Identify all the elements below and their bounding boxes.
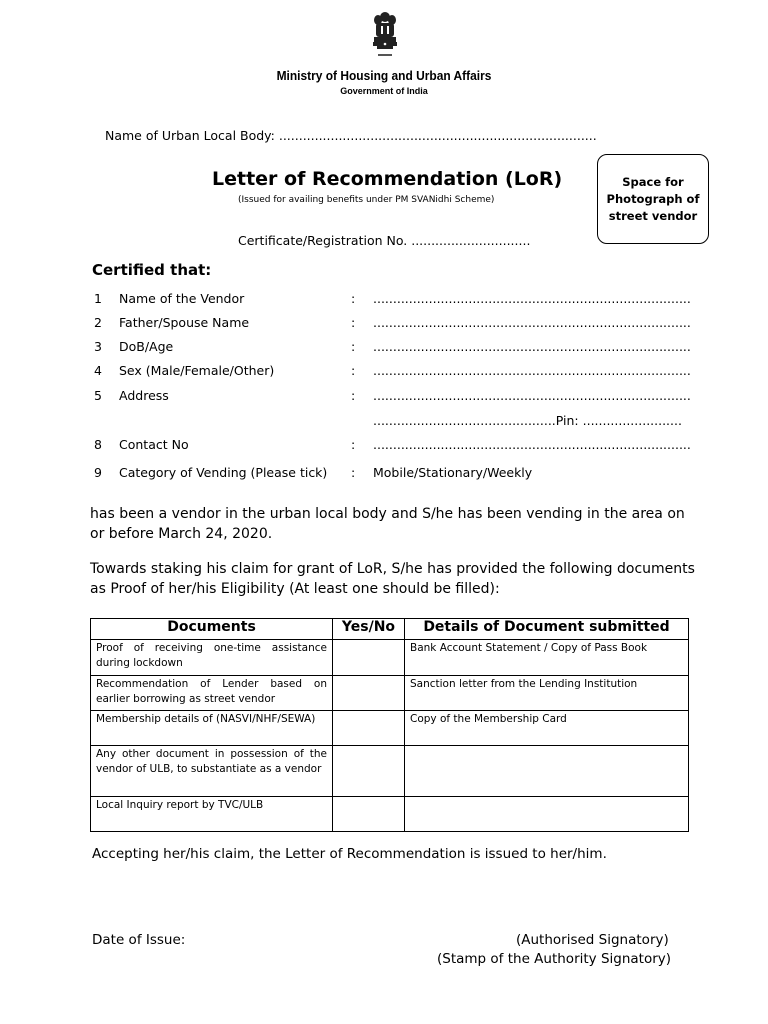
details-cell: Sanction letter from the Lending Institution (405, 676, 689, 711)
field-colon: : (351, 465, 356, 480)
field-number: 5 (94, 388, 102, 403)
document-cell: Local Inquiry report by TVC/ULB (91, 797, 333, 832)
field-label: Address (119, 388, 169, 403)
field-value: ................................................................................ (373, 291, 691, 306)
field-colon: : (351, 315, 356, 330)
date-of-issue-label: Date of Issue: (92, 932, 186, 948)
vendor-statement-paragraph: has been a vendor in the urban local body and S/he has been vending in the area on or before March 24, 2020. (90, 506, 685, 542)
field-label: Category of Vending (Please tick) (119, 465, 328, 480)
document-cell: Any other document in possession of the vendor of ULB, to substantiate as a vendor (91, 746, 333, 797)
certified-heading: Certified that: (92, 261, 212, 279)
document-subtitle: (Issued for availing benefits under PM SVANidhi Scheme) (238, 195, 495, 205)
documents-table (90, 618, 689, 832)
national-emblem-icon (369, 10, 401, 64)
column-header-yes-no: Yes/No (333, 619, 405, 640)
authorised-signatory: (Authorised Signatory) (516, 932, 669, 948)
yes-no-cell[interactable] (333, 640, 405, 676)
ministry-name: Ministry of Housing and Urban Affairs (276, 68, 492, 83)
photograph-box (597, 154, 709, 244)
field-number: 4 (94, 363, 102, 378)
photo-box-line: Photograph of (606, 191, 700, 206)
government-name: Government of India (340, 86, 428, 96)
field-colon: : (351, 291, 356, 306)
field-value: ................................................................................ (373, 437, 691, 452)
field-number: 9 (94, 465, 102, 480)
details-cell (405, 746, 689, 797)
field-value: ................................................................................ (373, 388, 691, 403)
document-cell: Proof of receiving one-time assistance during lockdown (91, 640, 333, 676)
table-row (91, 746, 689, 797)
field-colon: : (351, 339, 356, 354)
yes-no-cell[interactable] (333, 797, 405, 832)
documents-intro-paragraph: Towards staking his claim for grant of LoR, S/he has provided the following documents as Proof of her/his Eligibility (At least one should be filled): (90, 561, 695, 597)
field-value: ................................................................................ (373, 315, 691, 330)
table-row (91, 676, 689, 711)
urban-local-body-line: Name of Urban Local Body: ................................................................................ (105, 128, 597, 143)
field-label: DoB/Age (119, 339, 174, 354)
details-cell: Bank Account Statement / Copy of Pass Book (405, 640, 689, 676)
field-label: Name of the Vendor (119, 291, 245, 306)
field-number: 8 (94, 437, 102, 452)
document-cell: Membership details of (NASVI/NHF/SEWA) (91, 711, 333, 746)
field-label: Father/Spouse Name (119, 315, 250, 330)
details-cell (405, 797, 689, 832)
table-row (91, 640, 689, 676)
table-row (91, 797, 689, 832)
column-header-details: Details of Document submitted (405, 619, 689, 640)
photo-box-line: street vendor (608, 208, 698, 223)
column-header-documents: Documents (91, 619, 333, 640)
field-label: Contact No (119, 437, 189, 452)
yes-no-cell[interactable] (333, 746, 405, 797)
authority-stamp: (Stamp of the Authority Signatory) (437, 951, 672, 967)
acceptance-statement: Accepting her/his claim, the Letter of Recommendation is issued to her/him. (92, 846, 607, 862)
yes-no-cell[interactable] (333, 711, 405, 746)
table-header-row (91, 619, 689, 640)
field-value: ................................................................................ (373, 363, 691, 378)
field-colon: : (351, 437, 356, 452)
certificate-number-line: Certificate/Registration No. .............................. (238, 233, 531, 248)
field-value: ................................................................................ (373, 339, 691, 354)
field-label: Sex (Male/Female/Other) (119, 363, 275, 378)
field-number: 3 (94, 339, 102, 354)
field-colon: : (351, 388, 356, 403)
field-number: 1 (94, 291, 102, 306)
field-value: Mobile/Stationary/Weekly (373, 465, 533, 480)
yes-no-cell[interactable] (333, 676, 405, 711)
field-colon: : (351, 363, 356, 378)
document-title: Letter of Recommendation (LoR) (212, 168, 563, 190)
address-pin-line: ..............................................Pin: ......................... (373, 413, 682, 428)
details-cell: Copy of the Membership Card (405, 711, 689, 746)
photo-box-line: Space for (622, 174, 684, 189)
table-row (91, 711, 689, 746)
document-cell: Recommendation of Lender based on earlier borrowing as street vendor (91, 676, 333, 711)
field-number: 2 (94, 315, 102, 330)
